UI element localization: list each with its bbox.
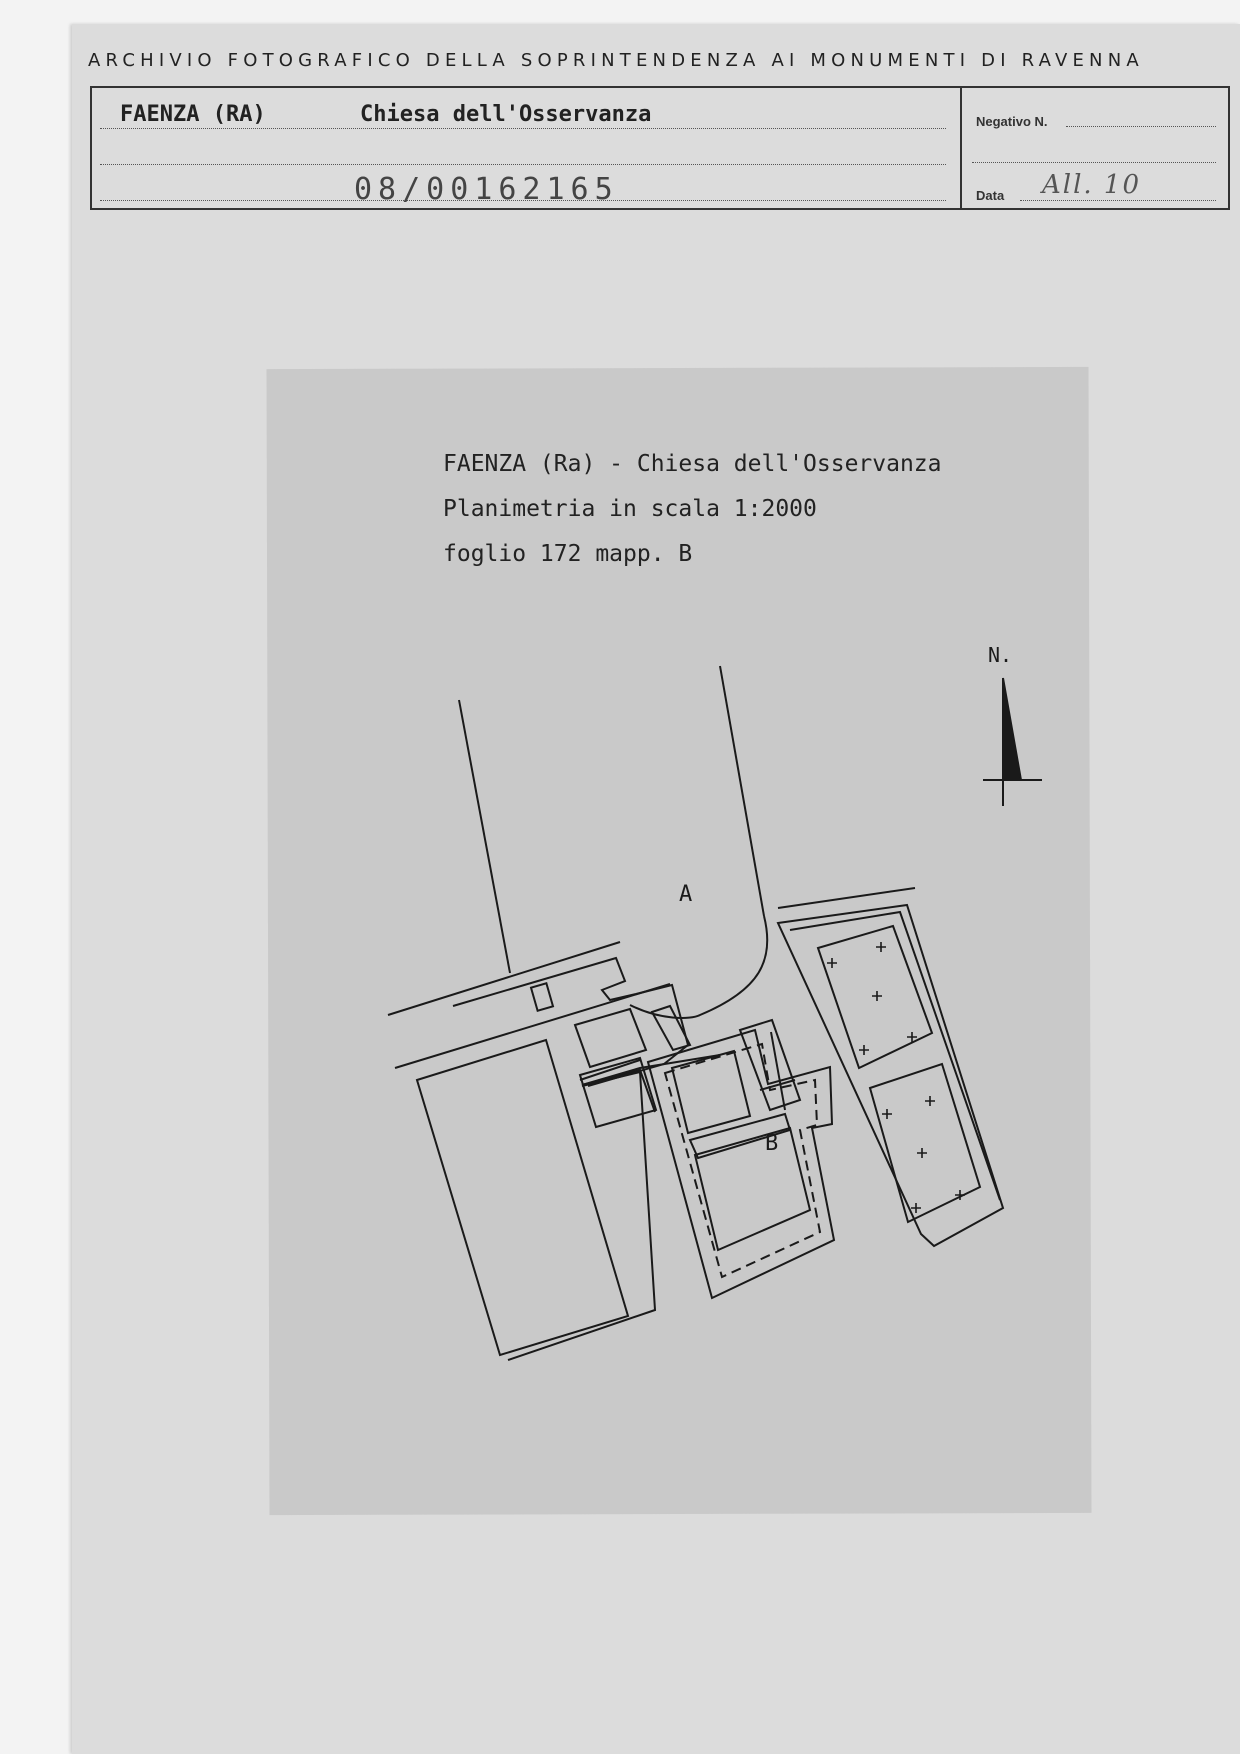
negativo-label: Negativo N.: [976, 114, 1048, 129]
record-place: FAENZA (RA): [120, 102, 266, 127]
area-label-a: A: [679, 882, 693, 907]
area-label-b: B: [765, 1131, 779, 1156]
archive-number: 08/00162165: [354, 172, 619, 207]
north-arrow-icon: [983, 678, 1042, 806]
caption-line: Planimetria in scala 1:2000: [443, 496, 817, 522]
street-lines: [459, 666, 915, 1018]
data-value-handwritten: All. 10: [1042, 170, 1142, 200]
record-subject: Chiesa dell'Osservanza: [360, 102, 652, 127]
building-outline: [388, 942, 688, 1068]
building-outline: [417, 1040, 720, 1360]
caption-line: foglio 172 mapp. B: [443, 541, 693, 567]
north-label: N.: [988, 643, 1013, 667]
archive-header: ARCHIVIO FOTOGRAFICO DELLA SOPRINTENDENZA AI MONUMENTI DI RAVENNA: [88, 50, 1144, 71]
data-label: Data: [976, 188, 1005, 203]
caption-line: FAENZA (Ra) - Chiesa dell'Osservanza: [443, 451, 942, 477]
